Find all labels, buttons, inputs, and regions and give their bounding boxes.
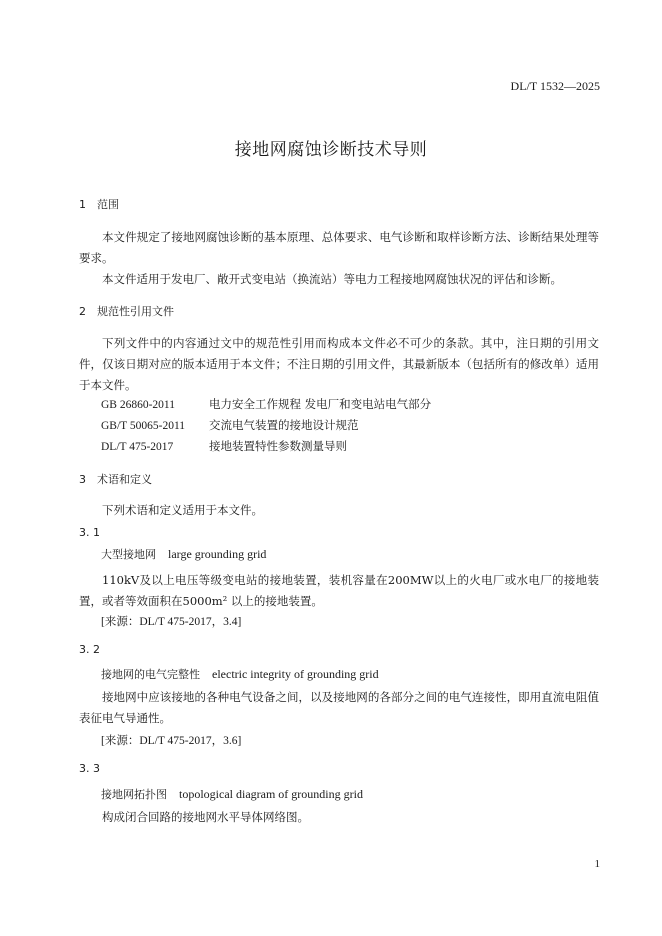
reference-item (101, 438, 347, 454)
paragraph: 下列文件中的内容通过文中的规范性引用而构成本文件必不可少的条款。其中，注日期的引用文件，仅该日期对应的版本适用于本文件；不注日期的引用文件，其最新版本（包括所有的修改单）适用于本文件。 (79, 336, 599, 392)
paragraph: 110kV及以上电压等级变电站的接地装置，装机容量在200MW以上的火电厂或水电厂的接地装置，或者等效面积在5000m² 以上的接地装置。 (79, 573, 599, 608)
reference-title: 接地装置特性参数测量导则 (209, 439, 347, 453)
section-2-heading (79, 303, 174, 319)
reference-title: 电力安全工作规程 发电厂和变电站电气部分 (209, 397, 432, 411)
reference-code: GB 26860-2011 (101, 399, 176, 411)
paragraph: 构成闭合回路的接地网水平导体网络图。 (102, 810, 309, 824)
reference-item (101, 396, 431, 412)
section-2-body (79, 333, 599, 396)
term-en: electric integrity of grounding grid (212, 667, 379, 681)
section-1-heading (79, 196, 119, 212)
section-3-intro (79, 500, 599, 521)
term-entry (101, 786, 363, 802)
reference-title: 交流电气装置的接地设计规范 (209, 418, 359, 432)
section-3-heading (79, 471, 152, 487)
section-title: 范围 (97, 198, 119, 211)
term-zh: 接地网拓扑图 (101, 788, 167, 801)
term-en: large grounding grid (168, 547, 267, 561)
reference-code: DL/T 475-2017 (101, 441, 174, 453)
section-1-body (79, 227, 599, 290)
clause-number: 3. 3 (79, 762, 100, 775)
paragraph: 接地网中应该接地的各种电气设备之间，以及接地网的各部分之间的电气连接性，即用直流电阻值表征电气导通性。 (79, 690, 599, 725)
reference-code: GB/T 50065-2011 (101, 420, 186, 432)
term-definition (79, 687, 599, 729)
section-title: 术语和定义 (97, 473, 152, 486)
term-zh: 接地网的电气完整性 (101, 668, 200, 681)
term-entry (101, 546, 266, 562)
clause-number: 3. 2 (79, 643, 100, 656)
term-entry (101, 666, 379, 682)
term-definition (79, 807, 599, 828)
section-number: 1 (79, 198, 86, 211)
section-number: 2 (79, 305, 86, 318)
paragraph: 本文件适用于发电厂、敞开式变电站（换流站）等电力工程接地网腐蚀状况的评估和诊断。 (102, 272, 562, 286)
paragraph: 下列术语和定义适用于本文件。 (102, 503, 263, 517)
clause-number: 3. 1 (79, 526, 100, 539)
term-source: [来源：DL/T 475-2017，3.4] (101, 616, 242, 628)
term-en: topological diagram of grounding grid (179, 787, 363, 801)
page-number: 1 (594, 858, 600, 870)
paragraph: 本文件规定了接地网腐蚀诊断的基本原理、总体要求、电气诊断和取样诊断方法、诊断结果处理等要求。 (79, 230, 599, 265)
section-number: 3 (79, 473, 86, 486)
section-title: 规范性引用文件 (97, 305, 174, 318)
term-source: [来源：DL/T 475-2017，3.6] (101, 735, 242, 747)
document-title: 接地网腐蚀诊断技术导则 (234, 140, 428, 160)
term-definition (79, 570, 599, 612)
standard-code: DL/T 1532—2025 (510, 79, 600, 93)
term-zh: 大型接地网 (101, 548, 156, 561)
reference-item (101, 417, 359, 433)
